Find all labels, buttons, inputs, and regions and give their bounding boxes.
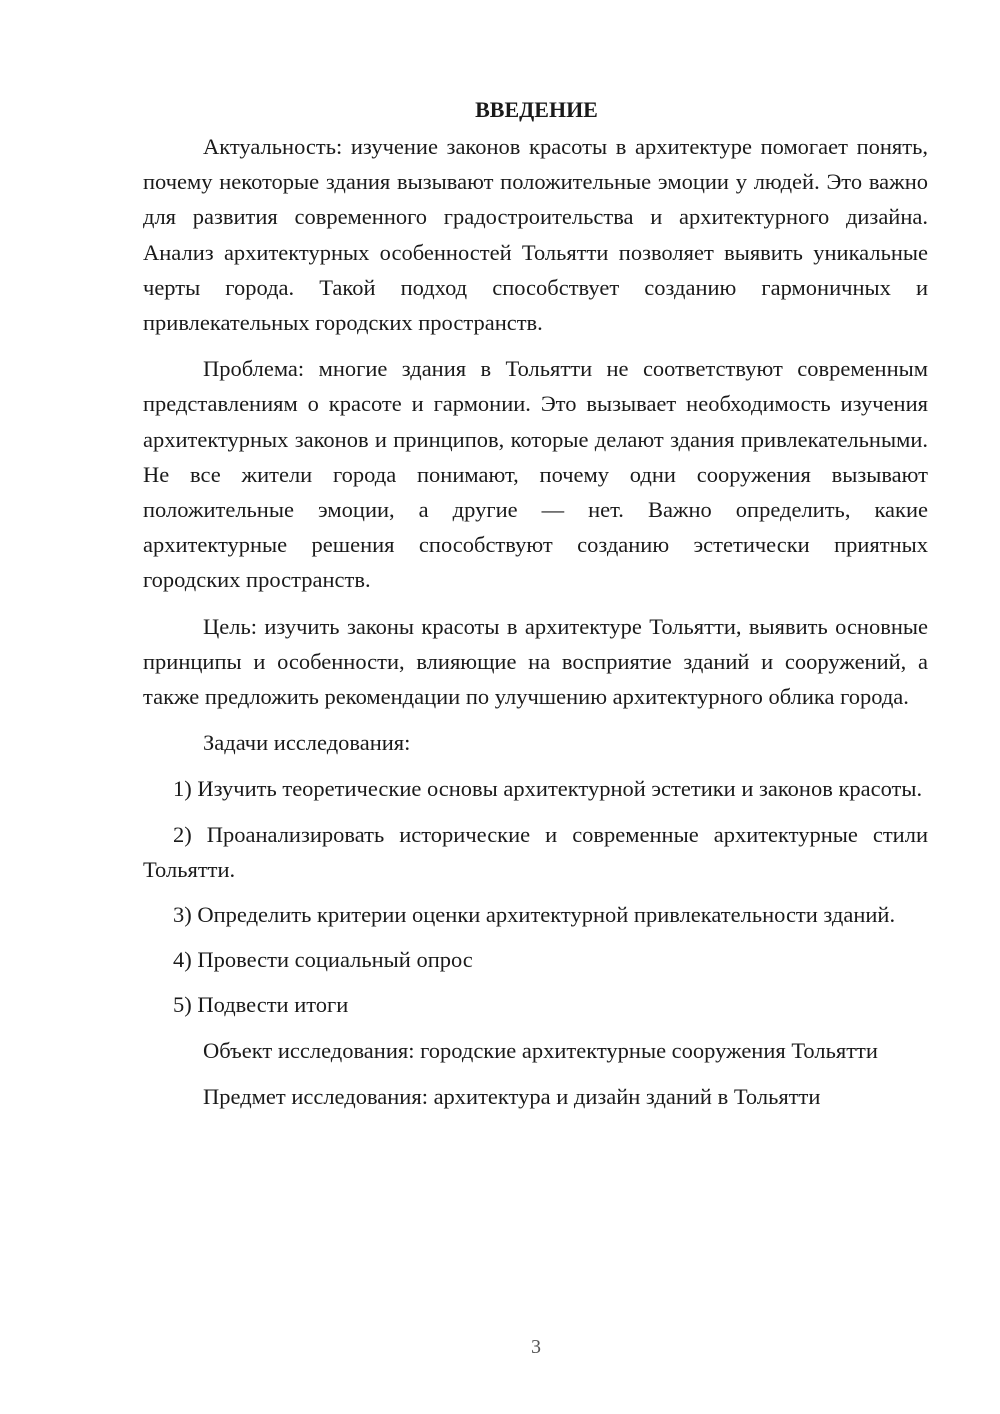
- paragraph-object: Объект исследования: городские архитектурные сооружения Тольятти: [203, 1037, 878, 1063]
- section-heading: ВВЕДЕНИЕ: [475, 97, 598, 122]
- task-item: 1) Изучить теоретические основы архитектурной эстетики и законов красоты.: [173, 776, 923, 802]
- paragraph-problem: Проблема: многие здания в Тольятти не соответствуют современным представлениям о красоте и гармонии. Это вызывает необходимость изучения архитектурных законов и принципов, которые делают здания привлекательными. Не все жители города понимают, почему одни сооружения вызывают положительные эмоции, а другие — нет. Важно определить, какие архитектурные решения способствуют созданию эстетически приятных городских пространств.: [143, 356, 928, 593]
- paragraph-relevance: Актуальность: изучение законов красоты в архитектуре помогает понять, почему некоторые здания вызывают положительные эмоции у людей. Это важно для развития современного градостроительства и архитектурного дизайна. Анализ архитектурных особенностей Тольятти позволяет выявить уникальные черты города. Такой подход способствует созданию гармоничных и привлекательных городских пространств.: [143, 134, 928, 336]
- task-item: 4) Провести социальный опрос: [173, 947, 473, 973]
- page-content: [143, 93, 928, 1125]
- paragraph-goal: Цель: изучить законы красоты в архитектуре Тольятти, выявить основные принципы и особенности, влияющие на восприятие зданий и сооружений, а также предложить рекомендации по улучшению архитектурного облика города.: [143, 613, 928, 710]
- paragraph-subject: Предмет исследования: архитектура и дизайн зданий в Тольятти: [203, 1083, 821, 1109]
- task-item: 2) Проанализировать исторические и современные архитектурные стили Тольятти.: [143, 821, 928, 882]
- page-number: 3: [531, 1336, 541, 1358]
- paragraph-tasks-intro: Задачи исследования:: [203, 730, 411, 756]
- task-item: 3) Определить критерии оценки архитектурной привлекательности зданий.: [173, 902, 896, 928]
- task-item: 5) Подвести итоги: [173, 992, 349, 1018]
